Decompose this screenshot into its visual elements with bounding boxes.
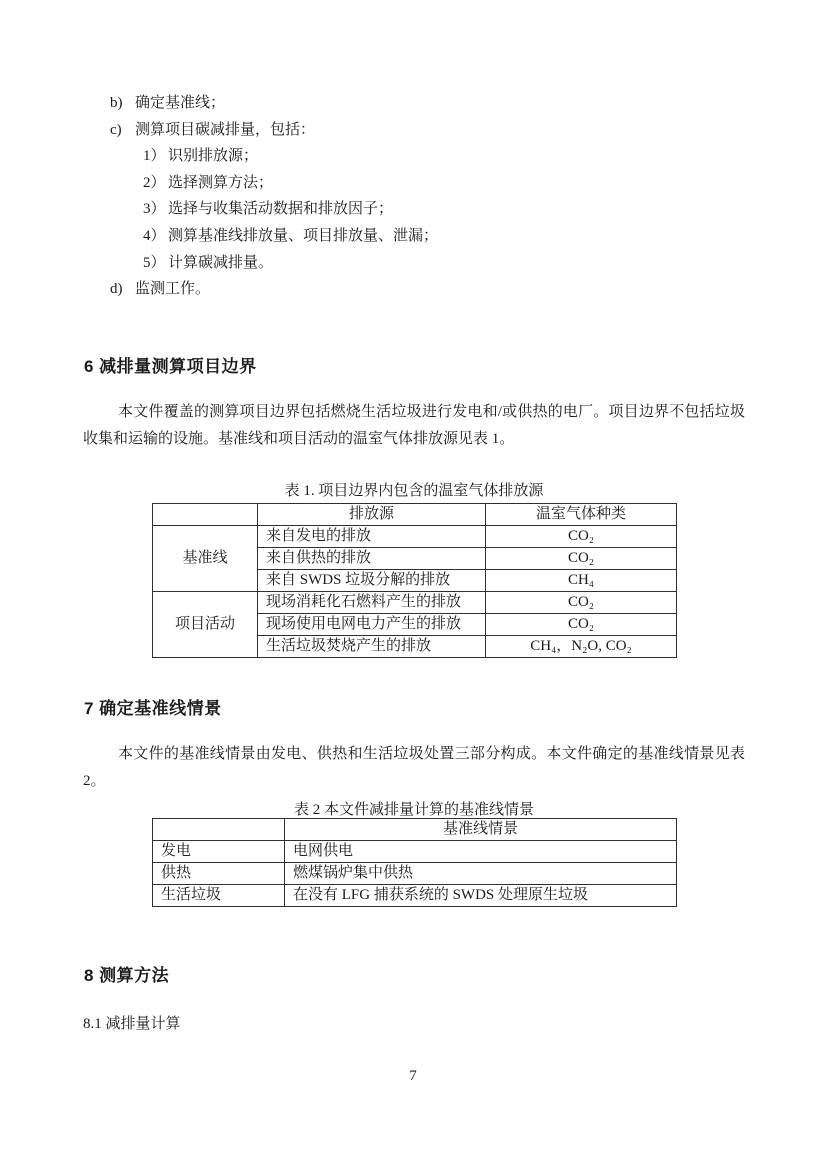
gas-cell: CH₄，N₂O, CO₂: [486, 636, 677, 658]
section-8-heading: 8 测算方法: [84, 966, 170, 985]
gas-cell: CO₂: [486, 526, 677, 548]
list-item-text: 识别排放源；: [168, 148, 259, 165]
section-7-heading: 7 确定基准线情景: [84, 699, 222, 718]
table-row: [153, 526, 677, 548]
table-header-cell: [153, 819, 285, 841]
list-marker: 2）: [143, 174, 166, 191]
page-number: 7: [409, 1068, 417, 1084]
section-6-paragraph: 本文件覆盖的测算项目边界包括燃烧生活垃圾进行发电和/或供热的电厂。项目边界不包括垃圾收集和运输的设施。基准线和项目活动的温室气体排放源见表 1。: [83, 404, 745, 447]
row-value-cell: 电网供电: [285, 841, 677, 863]
list-item-text: 确定基准线；: [135, 95, 226, 111]
table-1-ghg-sources: [152, 503, 677, 658]
table-row: [153, 504, 677, 526]
section-6-heading: 6 减排量测算项目边界: [84, 357, 257, 376]
list-marker: 3）: [143, 201, 166, 218]
row-value-cell: 在没有 LFG 捕获系统的 SWDS 处理原生垃圾: [285, 885, 677, 907]
table-header-cell: 基准线情景: [285, 819, 677, 841]
list-item-text: 监测工作。: [135, 281, 211, 298]
gas-cell: CO₂: [486, 592, 677, 614]
list-item-text: 测算项目碳减排量，包括：: [135, 121, 316, 138]
table-row: [153, 819, 677, 841]
list-marker: 5）: [143, 254, 166, 271]
source-cell: 来自供热的排放: [258, 548, 486, 570]
source-cell: 现场使用电网电力产生的排放: [258, 614, 486, 636]
gas-cell: CO₂: [486, 614, 677, 636]
section-7-paragraph: 本文件的基准线情景由发电、供热和生活垃圾处置三部分构成。本文件确定的基准线情景见表 2。: [83, 746, 745, 789]
table-2-caption: 表 2 本文件减排量计算的基准线情景: [293, 802, 534, 818]
list-item-b: [83, 90, 763, 117]
list-item-1: [83, 143, 763, 170]
list-marker: 1）: [143, 148, 166, 165]
list-item-5: [83, 250, 763, 277]
list-item-text: 计算碳减排量。: [168, 254, 274, 271]
list-item-2: [83, 170, 763, 197]
section-8-1-subheading: 8.1 减排量计算: [83, 1016, 181, 1032]
group-label-cell: 项目活动: [153, 592, 258, 658]
list-item-4: [83, 223, 763, 250]
source-cell: 来自 SWDS 垃圾分解的排放: [258, 570, 486, 592]
gas-cell: CH₄: [486, 570, 677, 592]
list-item-d: [83, 276, 763, 303]
table-row: [153, 841, 677, 863]
table-header-cell: 温室气体种类: [486, 504, 677, 526]
list-item-3: [83, 196, 763, 223]
table-row: [153, 885, 677, 907]
source-cell: 生活垃圾焚烧产生的排放: [258, 636, 486, 658]
table-row: [153, 592, 677, 614]
row-label-cell: 发电: [153, 841, 285, 863]
list-item-text: 选择测算方法；: [168, 174, 274, 191]
source-cell: 来自发电的排放: [258, 526, 486, 548]
procedure-list: [83, 90, 763, 303]
row-label-cell: 生活垃圾: [153, 885, 285, 907]
group-label-cell: 基准线: [153, 526, 258, 592]
row-value-cell: 燃煤锅炉集中供热: [285, 863, 677, 885]
list-item-text: 选择与收集活动数据和排放因子；: [168, 201, 394, 218]
source-cell: 现场消耗化石燃料产生的排放: [258, 592, 486, 614]
list-marker: 4）: [143, 227, 166, 244]
table-header-cell: 排放源: [258, 504, 486, 526]
list-marker: d): [110, 281, 123, 298]
gas-cell: CO₂: [486, 548, 677, 570]
row-label-cell: 供热: [153, 863, 285, 885]
list-item-c: [83, 117, 763, 144]
list-marker: c): [110, 121, 122, 138]
table-2-baseline-scenario: [152, 818, 677, 907]
list-item-text: 测算基准线排放量、项目排放量、泄漏；: [168, 227, 439, 244]
list-marker: b): [110, 95, 123, 111]
table-row: [153, 863, 677, 885]
table-header-cell: [153, 504, 258, 526]
table-1-caption: 表 1. 项目边界内包含的温室气体排放源: [284, 483, 544, 499]
